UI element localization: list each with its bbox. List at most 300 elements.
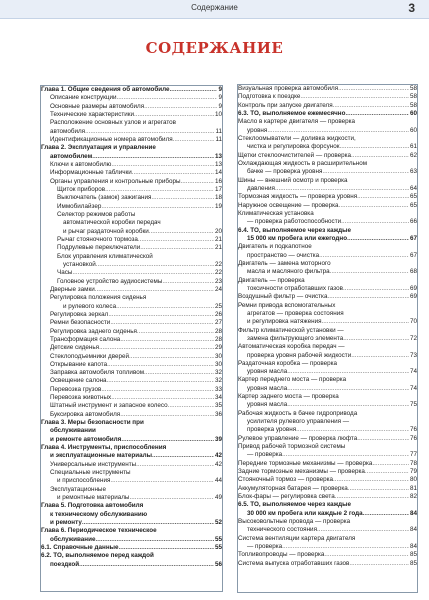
toc-page-number: 39 xyxy=(214,435,222,443)
toc-leader-dots xyxy=(120,336,214,344)
toc-page-number xyxy=(221,419,222,427)
toc-entry-title: обслуживание xyxy=(50,535,96,543)
toc-entry-title: Стеклоомыватели — доливка жидкости, xyxy=(238,134,356,142)
toc-entry xyxy=(238,185,417,193)
toc-entry-title: и приспособления xyxy=(57,477,111,485)
toc-leader-dots xyxy=(324,551,409,559)
toc-leader-dots xyxy=(162,278,214,286)
toc-entry-title: Технические характеристики xyxy=(50,110,135,118)
toc-leader-dots xyxy=(357,435,409,443)
toc-page-number xyxy=(416,118,417,126)
toc-leader-dots xyxy=(372,460,409,468)
toc-entry-title: Универсальные инструменты xyxy=(50,460,137,468)
toc-entry xyxy=(41,477,222,485)
toc-page-number: 69 xyxy=(409,293,417,301)
toc-entry-title: уровня масла xyxy=(247,401,288,409)
toc-leader-dots xyxy=(120,411,214,419)
toc-entry xyxy=(238,227,417,235)
toc-entry-title: — проверка xyxy=(247,451,283,459)
toc-entry xyxy=(41,328,222,336)
toc-entry-title: и ремонтные материалы xyxy=(57,494,130,502)
toc-page-number: 9 xyxy=(218,86,222,93)
toc-leader-dots xyxy=(267,127,409,135)
toc-entry-title: Рулевое управление — проверка люфта xyxy=(238,434,358,442)
toc-entry xyxy=(238,368,417,376)
toc-entry-title: Контроль при запуске двигателя xyxy=(238,101,333,109)
toc-entry-title: Регулировка зеркал xyxy=(50,310,109,318)
toc-page-number xyxy=(416,327,417,335)
toc-entry-title: и ремонте автомобиля xyxy=(50,435,122,443)
toc-entry xyxy=(238,376,417,384)
toc-entry-title: Глава 5. Подготовка автомобиля xyxy=(41,502,144,510)
toc-page-number: 85 xyxy=(409,559,417,567)
toc-page-number: 33 xyxy=(214,385,222,393)
toc-page-number xyxy=(221,211,222,219)
toc-page-number xyxy=(416,535,417,543)
toc-entry xyxy=(41,411,222,419)
toc-leader-dots xyxy=(331,260,416,268)
toc-entry xyxy=(41,169,222,177)
toc-entry xyxy=(41,236,222,244)
toc-leader-dots xyxy=(137,328,214,336)
toc-entry xyxy=(238,135,417,143)
toc-entry-title: токсичности отработавших газов xyxy=(247,284,343,292)
toc-column-right xyxy=(237,84,418,593)
toc-leader-dots xyxy=(101,386,214,394)
toc-page-number: 17 xyxy=(214,185,222,193)
toc-entry-title: уровня масла xyxy=(247,368,288,376)
toc-entry-title: Картер заднего моста — проверка xyxy=(238,393,339,401)
toc-entry xyxy=(238,218,417,226)
toc-entry-title: Селектор режимов работы xyxy=(57,210,136,218)
toc-page-number xyxy=(221,527,222,535)
toc-page-number: 42 xyxy=(214,460,222,468)
toc-entry-title: усилителя рулевого управления — xyxy=(247,418,350,426)
toc-entry xyxy=(238,418,417,426)
toc-leader-dots xyxy=(322,318,409,326)
toc-page-number: 74 xyxy=(409,384,417,392)
toc-leader-dots xyxy=(349,418,416,426)
toc-leader-dots xyxy=(95,536,214,544)
toc-page-number xyxy=(416,227,417,235)
toc-entry xyxy=(41,303,222,311)
toc-leader-dots xyxy=(300,93,409,101)
toc-entry xyxy=(41,511,222,519)
toc-leader-dots xyxy=(152,452,214,460)
toc-page-number: 18 xyxy=(214,194,222,202)
toc-leader-dots xyxy=(116,303,214,311)
toc-leader-dots xyxy=(347,235,409,243)
toc-page-number: 55 xyxy=(214,544,222,552)
toc-leader-dots xyxy=(357,193,409,201)
toc-page-number xyxy=(221,502,222,510)
toc-page-number: 24 xyxy=(214,285,222,293)
toc-page-number: 55 xyxy=(214,535,222,543)
toc-leader-dots xyxy=(348,485,409,493)
toc-page-number xyxy=(416,160,417,168)
toc-leader-dots xyxy=(135,211,221,219)
toc-entry xyxy=(238,493,417,501)
toc-leader-dots xyxy=(111,394,214,402)
toc-entry xyxy=(41,244,222,252)
toc-entry xyxy=(238,401,417,409)
toc-leader-dots xyxy=(96,261,214,269)
toc-entry xyxy=(238,285,417,293)
toc-entry-title: Регулировка заднего сиденья xyxy=(50,327,137,335)
toc-entry xyxy=(41,311,222,319)
toc-entry-title: Ключи к автомобилю xyxy=(50,160,112,168)
toc-page-number: 49 xyxy=(214,494,222,502)
toc-leader-dots xyxy=(282,451,409,459)
toc-entry-title: Аккумуляторная батарея — проверка xyxy=(238,484,348,492)
toc-entry-title: Топливопроводы — проверка xyxy=(238,551,325,559)
toc-entry xyxy=(41,419,222,427)
toc-leader-dots xyxy=(355,535,416,543)
toc-leader-dots xyxy=(176,119,221,127)
toc-entry xyxy=(238,485,417,493)
toc-entry-title: автомобилем xyxy=(50,152,93,160)
toc-leader-dots xyxy=(319,252,409,260)
toc-entry xyxy=(238,118,417,126)
toc-column-left xyxy=(40,85,223,592)
toc-leader-dots xyxy=(79,561,214,569)
toc-page-number: 52 xyxy=(214,519,222,527)
toc-page-number xyxy=(221,444,222,452)
toc-page-number: 58 xyxy=(409,85,417,92)
toc-entry xyxy=(238,393,417,401)
toc-entry xyxy=(238,476,417,484)
toc-entry xyxy=(238,318,417,326)
toc-entry-title: Картер переднего моста — проверка xyxy=(238,376,347,384)
toc-entry xyxy=(41,469,222,477)
toc-leader-dots xyxy=(156,144,221,152)
toc-entry-title: Освещение салона xyxy=(50,377,107,385)
toc-entry-title: Двигатель — замена моторного xyxy=(238,259,331,267)
toc-entry-title: Буксировка автомобиля xyxy=(50,410,121,418)
toc-entry xyxy=(41,519,222,527)
toc-entry-title: уровня масла xyxy=(247,384,288,392)
toc-page-number xyxy=(416,277,417,285)
toc-page-number: 42 xyxy=(214,452,222,460)
toc-leader-dots xyxy=(355,118,416,126)
toc-leader-dots xyxy=(330,268,409,276)
toc-entry xyxy=(41,269,222,277)
toc-entry xyxy=(41,527,222,535)
toc-entry-title: Подготовка к поездке xyxy=(238,93,301,101)
toc-entry xyxy=(238,243,417,251)
toc-page-number: 78 xyxy=(409,459,417,467)
toc-leader-dots xyxy=(110,477,214,485)
toc-page-number: 21 xyxy=(214,244,222,252)
toc-leader-dots xyxy=(144,103,217,111)
toc-entry xyxy=(238,177,417,185)
toc-leader-dots xyxy=(339,393,416,401)
toc-entry xyxy=(41,286,222,294)
toc-page-number: 85 xyxy=(409,551,417,559)
toc-entry-title: проверка уровня xyxy=(247,426,297,434)
toc-page-number xyxy=(416,177,417,185)
toc-entry xyxy=(238,85,417,93)
toc-entry-title: Заправка автомобиля топливом xyxy=(50,369,145,377)
toc-leader-dots xyxy=(85,128,214,136)
toc-entry xyxy=(238,93,417,101)
toc-page-number: 81 xyxy=(409,484,417,492)
toc-entry-title: Воздушный фильтр — очистка xyxy=(238,293,328,301)
toc-entry-title: поездкой xyxy=(50,560,80,568)
toc-entry-title: бачке — проверка уровня xyxy=(247,168,323,176)
toc-entry xyxy=(41,452,222,460)
toc-entry xyxy=(238,535,417,543)
toc-page-number: 22 xyxy=(214,260,222,268)
toc-entry-title: Система вентиляции картера двигателя xyxy=(238,534,356,542)
toc-leader-dots xyxy=(349,560,409,568)
toc-entry-title: 15 000 км пробега или ежегодно xyxy=(247,234,348,242)
toc-leader-dots xyxy=(154,552,221,560)
toc-entry xyxy=(238,560,417,568)
toc-entry xyxy=(41,261,222,269)
toc-entry xyxy=(41,161,222,169)
toc-entry-title: давления xyxy=(247,184,275,192)
toc-entry-title: Высоковольтные провода — проверка xyxy=(238,518,351,526)
toc-leader-dots xyxy=(351,352,409,360)
toc-leader-dots xyxy=(168,402,214,410)
toc-leader-dots xyxy=(357,410,416,418)
toc-page-number: 82 xyxy=(409,493,417,501)
toc-entry-title: обслуживании xyxy=(50,427,96,435)
toc-entry-title: агрегатов — проверка состояния xyxy=(247,309,344,317)
toc-entry xyxy=(41,369,222,377)
toc-leader-dots xyxy=(140,244,214,252)
toc-entry-title: к техническому обслуживанию xyxy=(50,510,148,518)
toc-page-number: 32 xyxy=(214,369,222,377)
toc-entry-title: Стеклоподъемники дверей xyxy=(50,352,129,360)
toc-leader-dots xyxy=(317,526,409,534)
toc-entry-title: 6.2. ТО, выполняемое перед каждой xyxy=(41,552,154,560)
toc-leader-dots xyxy=(151,194,214,202)
toc-entry-title: Охлаждающая жидкость в расширительном xyxy=(238,159,368,167)
toc-leader-dots xyxy=(312,243,416,251)
toc-leader-dots xyxy=(149,228,214,236)
toc-entry-title: Глава 3. Меры безопасности при xyxy=(41,419,144,427)
toc-page-number: 13 xyxy=(214,160,222,168)
toc-entry-title: 30 000 км пробега или каждые 2 года xyxy=(247,509,363,517)
toc-page-number: 77 xyxy=(409,451,417,459)
toc-entry xyxy=(41,427,222,435)
toc-entry xyxy=(238,210,417,218)
toc-page-number: 36 xyxy=(214,410,222,418)
toc-entry xyxy=(41,111,222,119)
toc-leader-dots xyxy=(136,461,214,469)
toc-entry xyxy=(238,310,417,318)
toc-leader-dots xyxy=(138,236,214,244)
toc-entry-title: технического состояния xyxy=(247,526,317,534)
toc-leader-dots xyxy=(345,443,416,451)
toc-page-number: 27 xyxy=(214,319,222,327)
toc-entry xyxy=(41,219,222,227)
toc-leader-dots xyxy=(132,169,214,177)
toc-entry xyxy=(238,143,417,151)
toc-leader-dots xyxy=(72,269,214,277)
toc-page-number: 35 xyxy=(214,402,222,410)
toc-leader-dots xyxy=(144,419,221,427)
toc-entry xyxy=(41,119,222,127)
toc-entry xyxy=(238,460,417,468)
toc-entry xyxy=(41,253,222,261)
toc-entry xyxy=(41,319,222,327)
toc-entry-title: Климатическая установка xyxy=(238,209,314,217)
toc-entry-title: Дверные замки xyxy=(50,285,95,293)
toc-entry xyxy=(238,293,417,301)
toc-page-number: 62 xyxy=(409,151,417,159)
toc-page-number xyxy=(416,310,417,318)
toc-entry-title: Щиток приборов xyxy=(57,185,106,193)
toc-page-number: 74 xyxy=(409,368,417,376)
toc-entry xyxy=(238,110,417,118)
toc-leader-dots xyxy=(314,210,416,218)
toc-page-number: 14 xyxy=(214,169,222,177)
toc-entry xyxy=(41,211,222,219)
toc-entry xyxy=(238,152,417,160)
toc-leader-dots xyxy=(345,343,416,351)
toc-leader-dots xyxy=(129,494,214,502)
toc-page-number: 10 xyxy=(214,110,222,118)
toc-page-number xyxy=(221,294,222,302)
toc-entry xyxy=(41,386,222,394)
toc-entry-title: Автоматическая коробка передач — xyxy=(238,343,345,351)
toc-leader-dots xyxy=(296,426,409,434)
toc-leader-dots xyxy=(117,94,218,102)
toc-leader-dots xyxy=(327,293,409,301)
toc-leader-dots xyxy=(363,510,409,518)
toc-entry xyxy=(41,194,222,202)
toc-leader-dots xyxy=(170,86,218,94)
toc-entry xyxy=(41,394,222,402)
toc-entry-title: Идентификационные номера автомобиля xyxy=(50,135,173,143)
toc-page-number: 11 xyxy=(215,127,222,135)
toc-page-number: 9 xyxy=(218,102,222,110)
toc-entry xyxy=(41,361,222,369)
toc-leader-dots xyxy=(181,178,214,186)
toc-page-number xyxy=(221,219,222,227)
toc-leader-dots xyxy=(367,160,416,168)
toc-page-number: 60 xyxy=(409,126,417,134)
toc-page-number: 65 xyxy=(409,201,417,209)
toc-entry-title: Рабочая жидкость в бачке гидропривода xyxy=(238,409,358,417)
toc-page-number xyxy=(416,443,417,451)
toc-entry-title: Раздаточная коробка — проверка xyxy=(238,359,338,367)
toc-entry xyxy=(238,526,417,534)
toc-page-number xyxy=(416,410,417,418)
toc-entry xyxy=(41,544,222,552)
toc-page-number: 76 xyxy=(409,426,417,434)
toc-page-number xyxy=(416,376,417,384)
toc-entry-title: проверка уровня рабочей жидкости xyxy=(247,351,352,359)
toc-leader-dots xyxy=(275,185,409,193)
toc-entry-title: Стояночный тормоз — проверка xyxy=(238,476,334,484)
toc-page-number: 19 xyxy=(214,202,222,210)
toc-page-number: 28 xyxy=(214,327,222,335)
toc-leader-dots xyxy=(337,360,416,368)
toc-entry-title: Расположение основных узлов и агрегатов xyxy=(50,119,176,127)
toc-page-number: 25 xyxy=(214,302,222,310)
toc-entry xyxy=(41,461,222,469)
toc-page-number xyxy=(221,253,222,261)
toc-entry-title: и регулировка натяжения xyxy=(247,318,322,326)
toc-entry-title: Штатный инструмент и запасное колесо xyxy=(50,402,168,410)
toc-leader-dots xyxy=(343,335,409,343)
toc-entry-title: Информационные таблички xyxy=(50,169,132,177)
toc-entry xyxy=(238,302,417,310)
toc-leader-dots xyxy=(339,143,409,151)
toc-entry-title: масла и масляного фильтра xyxy=(247,268,330,276)
toc-page-number xyxy=(221,427,222,435)
toc-page-number: 84 xyxy=(409,509,417,517)
toc-leader-dots xyxy=(108,311,214,319)
toc-entry-title: Глава 4. Инструменты, приспособления xyxy=(41,444,167,452)
toc-leader-dots xyxy=(350,518,416,526)
toc-entry-title: установкой xyxy=(63,260,96,268)
toc-page-number: 72 xyxy=(409,334,417,342)
toc-leader-dots xyxy=(365,468,409,476)
toc-entry-title: автоматической коробки передач xyxy=(63,219,161,227)
toc-leader-dots xyxy=(351,227,416,235)
toc-leader-dots xyxy=(287,368,409,376)
toc-page-number: 32 xyxy=(214,377,222,385)
toc-leader-dots xyxy=(339,202,409,210)
toc-page-number: 79 xyxy=(409,468,417,476)
toc-leader-dots xyxy=(96,427,221,435)
toc-page-number: 80 xyxy=(409,476,417,484)
toc-leader-dots xyxy=(346,376,416,384)
toc-entry xyxy=(238,193,417,201)
toc-entry-title: Глава 1. Общие сведения об автомобиле xyxy=(41,86,170,93)
toc-leader-dots xyxy=(351,152,409,160)
toc-page-number: 29 xyxy=(214,344,222,352)
toc-entry xyxy=(41,502,222,510)
toc-leader-dots xyxy=(110,319,214,327)
toc-entry xyxy=(238,435,417,443)
toc-entry xyxy=(41,144,222,152)
toc-leader-dots xyxy=(348,177,416,185)
toc-entry xyxy=(238,551,417,559)
toc-page-number xyxy=(416,360,417,368)
toc-page-number: 64 xyxy=(409,184,417,192)
toc-entry xyxy=(238,160,417,168)
toc-entry-title: Описание конструкции xyxy=(50,94,117,102)
toc-entry-title: Ремни безопасности xyxy=(50,319,111,327)
toc-page-number xyxy=(416,393,417,401)
toc-entry-title: — проверка работоспособности xyxy=(247,218,342,226)
toc-leader-dots xyxy=(92,153,214,161)
toc-entry-title: Задние тормозные механизмы — проверка xyxy=(238,468,365,476)
toc-page-number: 13 xyxy=(214,152,222,160)
toc-entry xyxy=(41,377,222,385)
toc-page-number: 9 xyxy=(218,94,222,102)
toc-entry-title: Ремни привода вспомогательных xyxy=(238,301,336,309)
toc-entry-title: чистка и регулировка форсунок xyxy=(247,143,340,151)
toc-leader-dots xyxy=(333,102,409,110)
toc-entry xyxy=(238,426,417,434)
toc-entry xyxy=(41,153,222,161)
toc-leader-dots xyxy=(287,401,409,409)
toc-entry xyxy=(41,186,222,194)
toc-entry xyxy=(238,518,417,526)
toc-entry-title: Блок управления климатической xyxy=(57,252,153,260)
toc-entry-title: пространство — очистка xyxy=(247,251,320,259)
toc-page-number: 56 xyxy=(214,560,222,568)
toc-leader-dots xyxy=(356,135,416,143)
toc-page-number: 67 xyxy=(409,251,417,259)
